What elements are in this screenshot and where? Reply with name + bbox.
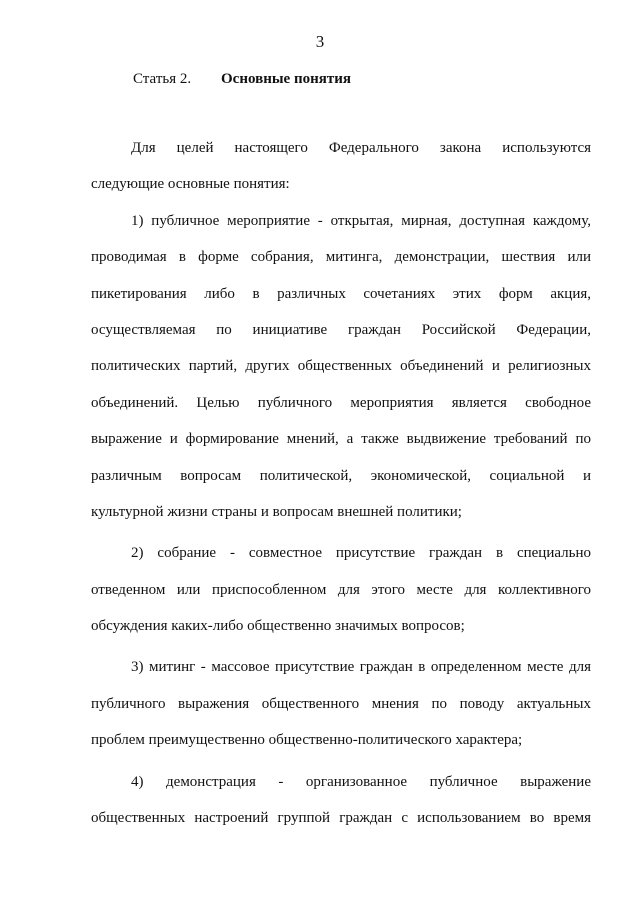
article-title: Основные понятия [221, 71, 351, 87]
text-line: осуществляемая по инициативе граждан Российской Федерации, [91, 321, 591, 338]
text-line: проводимая в форме собрания, митинга, демонстрации, шествия или [91, 249, 591, 266]
text-line: пикетирования либо в различных сочетаниях этих форм акция, [91, 285, 591, 302]
text-line: культурной жизни страны и вопросам внешней политики; [91, 503, 462, 520]
text-line: выражение и формирование мнений, а также выдвижение требований по [91, 431, 591, 448]
page-number: 3 [315, 32, 325, 51]
text-line: проблем преимущественно общественно-политического характера; [91, 732, 523, 749]
text-line: Для целей настоящего Федерального закона используются [131, 140, 591, 156]
text-line: 1) публичное мероприятие - открытая, мирная, доступная каждому, [131, 212, 591, 229]
article-heading [133, 68, 351, 90]
text-line: следующие основные понятия: [91, 176, 290, 193]
text-line: объединений. Целью публичного мероприятия является свободное [91, 394, 591, 411]
text-line: политических партий, других общественных объединений и религиозных [91, 358, 591, 375]
text-line: обсуждения каких-либо общественно значимых вопросов; [91, 618, 465, 635]
text-line: 3) митинг - массовое присутствие граждан в определенном месте для [131, 659, 591, 676]
text-line: различным вопросам политической, экономической, социальной и [91, 467, 591, 484]
article-body [91, 134, 591, 840]
text-line: отведенном или приспособленном для этого месте для коллективного [91, 581, 591, 598]
article-number: Статья 2. [133, 71, 192, 87]
text-line: 4) демонстрация - организованное публичное выражение [131, 773, 591, 790]
text-line: публичного выражения общественного мнения по поводу актуальных [91, 695, 591, 712]
text-line: 2) собрание - совместное присутствие граждан в специально [131, 545, 591, 562]
text-line: общественных настроений группой граждан с использованием во время [91, 810, 591, 827]
